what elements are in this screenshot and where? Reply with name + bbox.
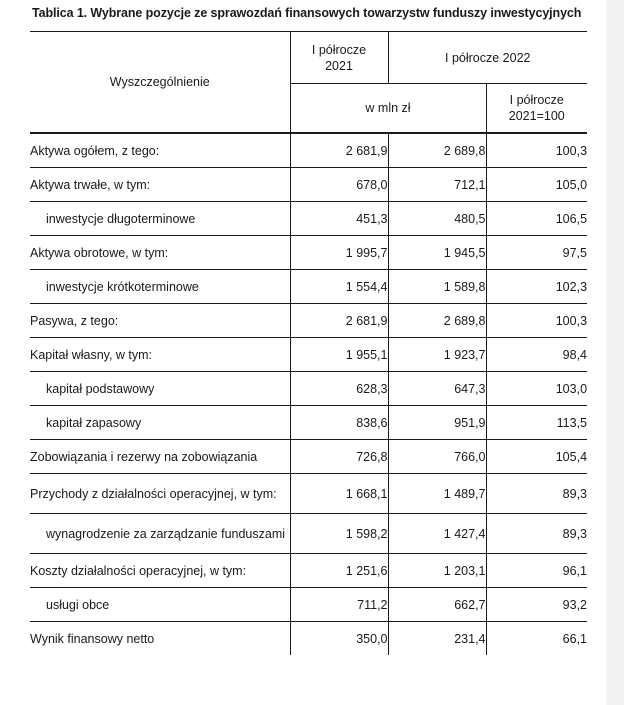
- value-2021: 1 668,1: [290, 474, 388, 514]
- row-label: usługi obce: [30, 588, 290, 622]
- table-row: [30, 236, 587, 270]
- value-2022: 231,4: [388, 622, 486, 656]
- value-2021: 678,0: [290, 168, 388, 202]
- row-label: kapitał zapasowy: [30, 406, 290, 440]
- value-index: 89,3: [486, 474, 587, 514]
- table-row: [30, 304, 587, 338]
- table-row: [30, 622, 587, 656]
- value-2022: 1 945,5: [388, 236, 486, 270]
- value-index: 96,1: [486, 554, 587, 588]
- value-2021: 1 251,6: [290, 554, 388, 588]
- value-2022: 480,5: [388, 202, 486, 236]
- row-label: inwestycje długoterminowe: [30, 202, 290, 236]
- value-index: 103,0: [486, 372, 587, 406]
- table-row: [30, 270, 587, 304]
- header-index: [486, 84, 587, 134]
- value-index: 66,1: [486, 622, 587, 656]
- value-2021: 350,0: [290, 622, 388, 656]
- value-2022: 1 589,8: [388, 270, 486, 304]
- table-row: [30, 588, 587, 622]
- header-i-polrocze-2022: I półrocze 2022: [388, 32, 587, 84]
- table-row: [30, 474, 587, 514]
- value-index: 98,4: [486, 338, 587, 372]
- row-label: Kapitał własny, w tym:: [30, 338, 290, 372]
- value-index: 105,4: [486, 440, 587, 474]
- row-label: Przychody z działalności operacyjnej, w tym:: [30, 474, 290, 514]
- value-2021: 451,3: [290, 202, 388, 236]
- value-index: 106,5: [486, 202, 587, 236]
- table-row: [30, 514, 587, 554]
- row-label: Aktywa trwałe, w tym:: [30, 168, 290, 202]
- row-label: Wynik finansowy netto: [30, 631, 155, 646]
- table-row: [30, 133, 587, 168]
- value-2022: 2 689,8: [388, 133, 486, 168]
- header-wyszczegolnienie: Wyszczególnienie: [30, 32, 290, 134]
- value-2021: 726,8: [290, 440, 388, 474]
- value-2021: 2 681,9: [290, 133, 388, 168]
- row-label: Zobowiązania i rezerwy na zobowiązania: [30, 440, 290, 474]
- value-2021: 2 681,9: [290, 304, 388, 338]
- value-index: 102,3: [486, 270, 587, 304]
- value-2022: 712,1: [388, 168, 486, 202]
- value-2022: 662,7: [388, 588, 486, 622]
- value-2022: 951,9: [388, 406, 486, 440]
- table-row: [30, 338, 587, 372]
- value-2021: 628,3: [290, 372, 388, 406]
- row-label: wynagrodzenie za zarządzanie funduszami: [30, 514, 290, 554]
- table-row: [30, 372, 587, 406]
- value-2021: 1 598,2: [290, 514, 388, 554]
- value-2021: 711,2: [290, 588, 388, 622]
- table-title: Tablica 1. Wybrane pozycje ze sprawozdań finansowych towarzystw funduszy inwestycyjnych: [32, 6, 582, 20]
- row-label: Koszty działalności operacyjnej, w tym:: [30, 554, 290, 588]
- value-index: 100,3: [486, 133, 587, 168]
- row-label: Aktywa obrotowe, w tym:: [30, 236, 290, 270]
- financial-table: [30, 31, 587, 655]
- row-label: Pasywa, z tego:: [30, 304, 290, 338]
- header-index-text: I półrocze 2021=100: [508, 93, 565, 123]
- value-2022: 1 923,7: [388, 338, 486, 372]
- value-2022: 2 689,8: [388, 304, 486, 338]
- row-label: inwestycje krótkoterminowe: [30, 270, 290, 304]
- value-2022: 1 489,7: [388, 474, 486, 514]
- value-index: 113,5: [486, 406, 587, 440]
- value-index: 105,0: [486, 168, 587, 202]
- value-index: 89,3: [486, 514, 587, 554]
- table-row: [30, 168, 587, 202]
- row-label: Aktywa ogółem, z tego:: [30, 133, 290, 168]
- right-margin-strip: [606, 0, 624, 705]
- table-row: [30, 406, 587, 440]
- value-2022: 647,3: [388, 372, 486, 406]
- header-unit: w mln zł: [290, 84, 486, 134]
- value-index: 100,3: [486, 304, 587, 338]
- value-2021: 1 554,4: [290, 270, 388, 304]
- value-index: 97,5: [486, 236, 587, 270]
- value-index: 93,2: [486, 588, 587, 622]
- value-2022: 766,0: [388, 440, 486, 474]
- value-2021: 838,6: [290, 406, 388, 440]
- value-2022: 1 203,1: [388, 554, 486, 588]
- value-2022: 1 427,4: [388, 514, 486, 554]
- header-i-polrocze-2021: [290, 32, 388, 84]
- row-label: kapitał podstawowy: [30, 372, 290, 406]
- value-2021: 1 995,7: [290, 236, 388, 270]
- value-2021: 1 955,1: [290, 338, 388, 372]
- table-row: [30, 440, 587, 474]
- table-row: [30, 202, 587, 236]
- header-i-polrocze-2021-text: I półrocze 2021: [311, 42, 367, 73]
- table-row: [30, 554, 587, 588]
